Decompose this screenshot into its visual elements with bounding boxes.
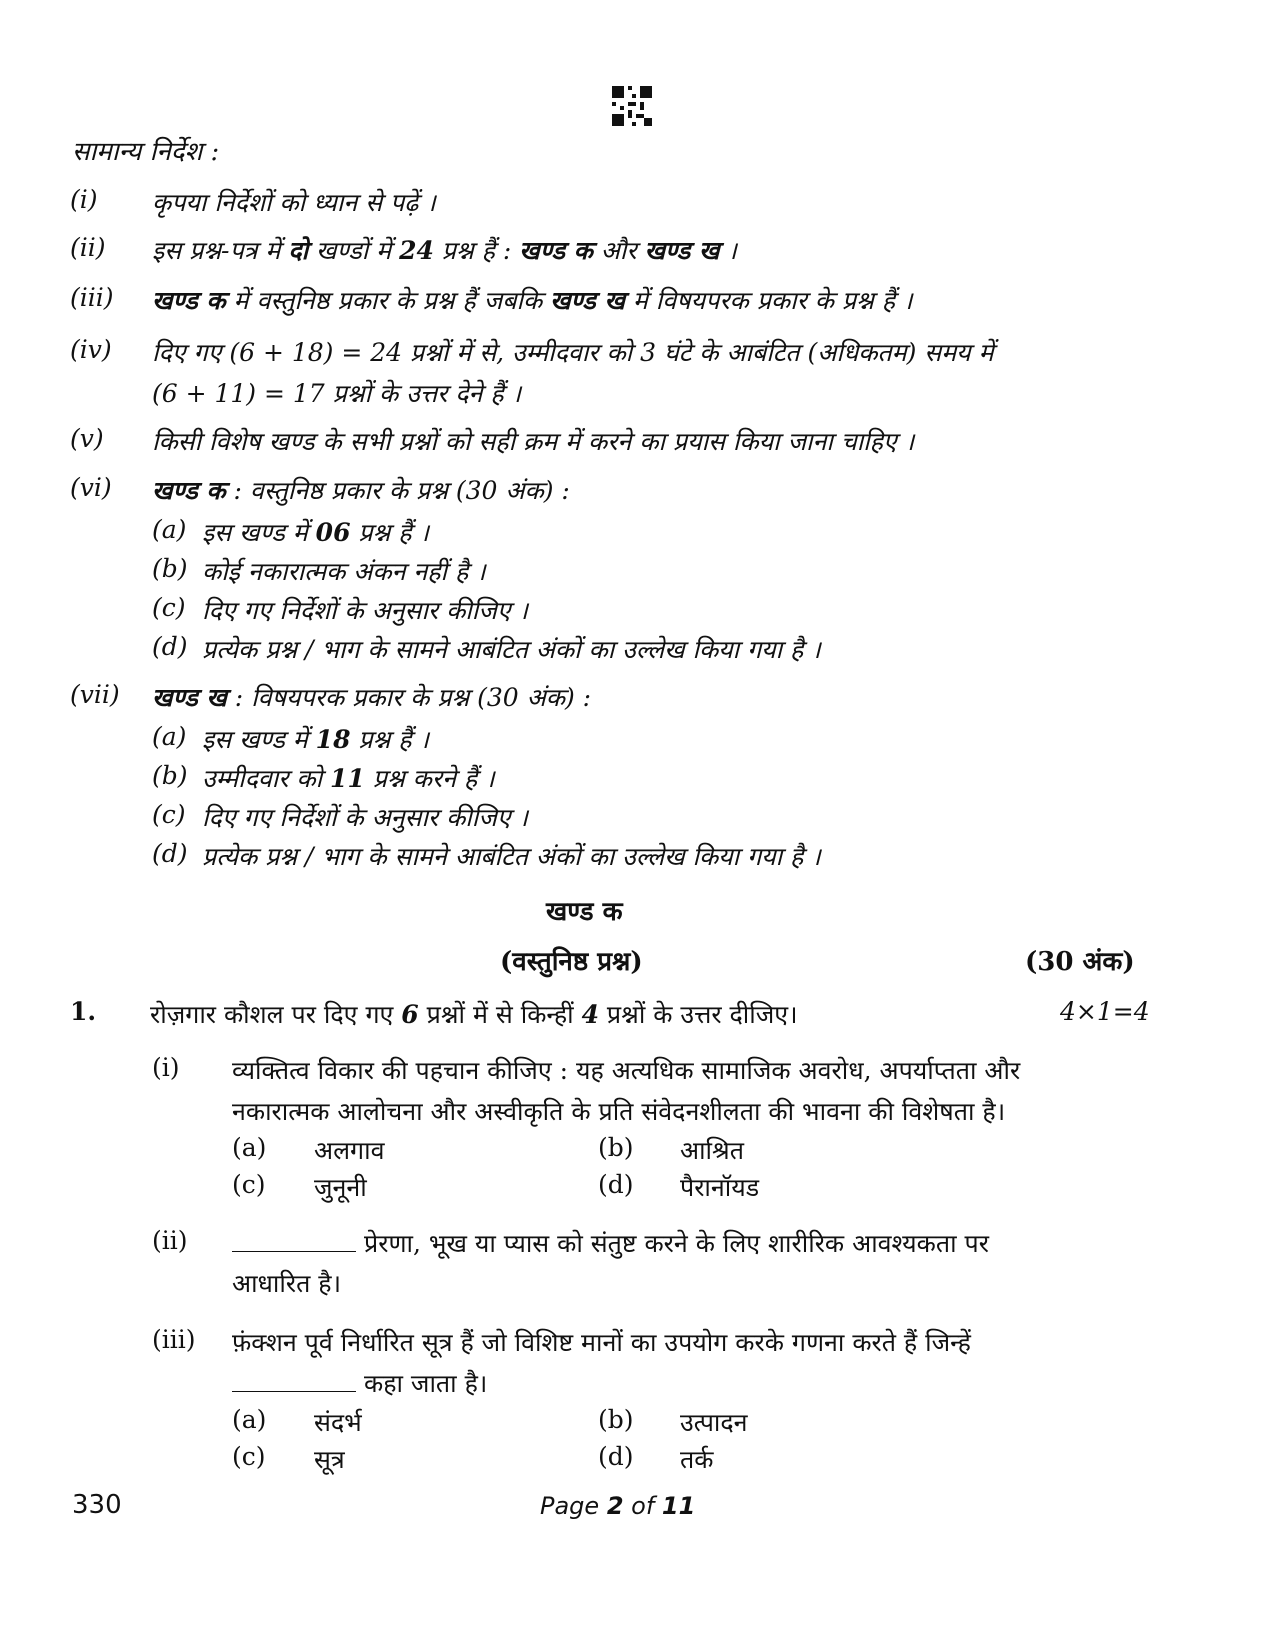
sub-item-letter: (c) xyxy=(152,800,186,829)
sub-item-text: प्रत्येक प्रश्न / भाग के सामने आबंटित अंकों का उल्लेख किया गया है । xyxy=(202,635,821,664)
sub-item-letter: (b) xyxy=(152,554,188,583)
item-text: दिए गए (6 + 18) = 24 प्रश्नों में से, उम्मीदवार को 3 घंटे के आबंटित (अधिकतम) समय में xyxy=(152,338,994,367)
item-number: (iii) xyxy=(70,283,114,312)
fill-in-blank xyxy=(232,1387,356,1392)
item-number: (ii) xyxy=(70,233,106,262)
qr-code-icon xyxy=(612,86,652,126)
sub-item-text: दिए गए निर्देशों के अनुसार कीजिए । xyxy=(202,803,529,832)
paper-code: 330 xyxy=(72,1490,122,1520)
sub-item-text: इस खण्ड में 06 प्रश्न हैं । xyxy=(202,518,429,547)
item-text: इस प्रश्न-पत्र में दो खण्डों में 24 प्रश्न हैं : खण्ड क और खण्ड ख । xyxy=(152,236,737,265)
part-text-line: व्यक्तित्व विकार की पहचान कीजिए : यह अत्यधिक सामाजिक अवरोध, अपर्याप्तता और xyxy=(232,1056,1021,1085)
part-number: (ii) xyxy=(152,1226,188,1255)
part-number: (i) xyxy=(152,1053,180,1082)
item-number: (v) xyxy=(70,424,104,453)
part-number: (iii) xyxy=(152,1325,196,1354)
sub-item-text: कोई नकारात्मक अंकन नहीं है । xyxy=(202,557,486,586)
part-text-line: प्रेरणा, भूख या प्यास को संतुष्ट करने के लिए शारीरिक आवश्यकता पर xyxy=(232,1226,989,1260)
sub-item-letter: (d) xyxy=(152,632,188,661)
item-text: (6 + 11) = 17 प्रश्नों के उत्तर देने हैं । xyxy=(152,379,522,408)
part-text-line: फ़ंक्शन पूर्व निर्धारित सूत्र हैं जो विशिष्ट मानों का उपयोग करके गणना करते हैं जिन्हें xyxy=(232,1328,971,1357)
item-text: कृपया निर्देशों को ध्यान से पढ़ें । xyxy=(152,188,436,217)
sub-item-text: प्रत्येक प्रश्न / भाग के सामने आबंटित अंकों का उल्लेख किया गया है । xyxy=(202,842,821,871)
sub-item-text: इस खण्ड में 18 प्रश्न हैं । xyxy=(202,725,429,754)
item-number: (iv) xyxy=(70,335,112,364)
item-number: (vi) xyxy=(70,473,112,502)
sub-item-text: दिए गए निर्देशों के अनुसार कीजिए । xyxy=(202,596,529,625)
item-text: खण्ड क : वस्तुनिष्ठ प्रकार के प्रश्न (30 अंक) : xyxy=(152,476,570,505)
section-title: खण्ड क xyxy=(546,897,623,927)
part-text-line: आधारित है। xyxy=(232,1269,342,1298)
section-subtitle: (वस्तुनिष्ठ प्रश्न) xyxy=(500,947,643,977)
sub-item-letter: (d) xyxy=(152,839,188,868)
question-text: रोज़गार कौशल पर दिए गए 6 प्रश्नों में से किन्हीं 4 प्रश्नों के उत्तर दीजिए। xyxy=(150,1000,798,1029)
item-text: किसी विशेष खण्ड के सभी प्रश्नों को सही क्रम में करने का प्रयास किया जाना चाहिए । xyxy=(152,427,915,456)
item-number: (i) xyxy=(70,185,98,214)
sub-item-letter: (c) xyxy=(152,593,186,622)
item-text: खण्ड ख : विषयपरक प्रकार के प्रश्न (30 अंक) : xyxy=(152,683,592,712)
page-number: Page 2 of 11 xyxy=(540,1492,696,1520)
item-text: खण्ड क में वस्तुनिष्ठ प्रकार के प्रश्न हैं जबकि खण्ड ख में विषयपरक प्रकार के प्रश्न हैं । xyxy=(152,286,913,315)
question-marks: 4×1=4 xyxy=(1060,997,1150,1026)
question-number: 1. xyxy=(70,997,97,1026)
item-number: (vii) xyxy=(70,680,120,709)
part-text-line: कहा जाता है। xyxy=(232,1366,487,1400)
sub-item-letter: (b) xyxy=(152,761,188,790)
sub-item-letter: (a) xyxy=(152,722,187,751)
instructions-heading: सामान्य निर्देश : xyxy=(72,137,220,167)
section-marks: (30 अंक) xyxy=(1025,947,1135,977)
part-text-line: नकारात्मक आलोचना और अस्वीकृति के प्रति संवेदनशीलता की भावना की विशेषता है। xyxy=(232,1097,1006,1126)
fill-in-blank xyxy=(232,1247,356,1252)
sub-item-text: उम्मीदवार को 11 प्रश्न करने हैं । xyxy=(202,764,495,793)
sub-item-letter: (a) xyxy=(152,515,187,544)
